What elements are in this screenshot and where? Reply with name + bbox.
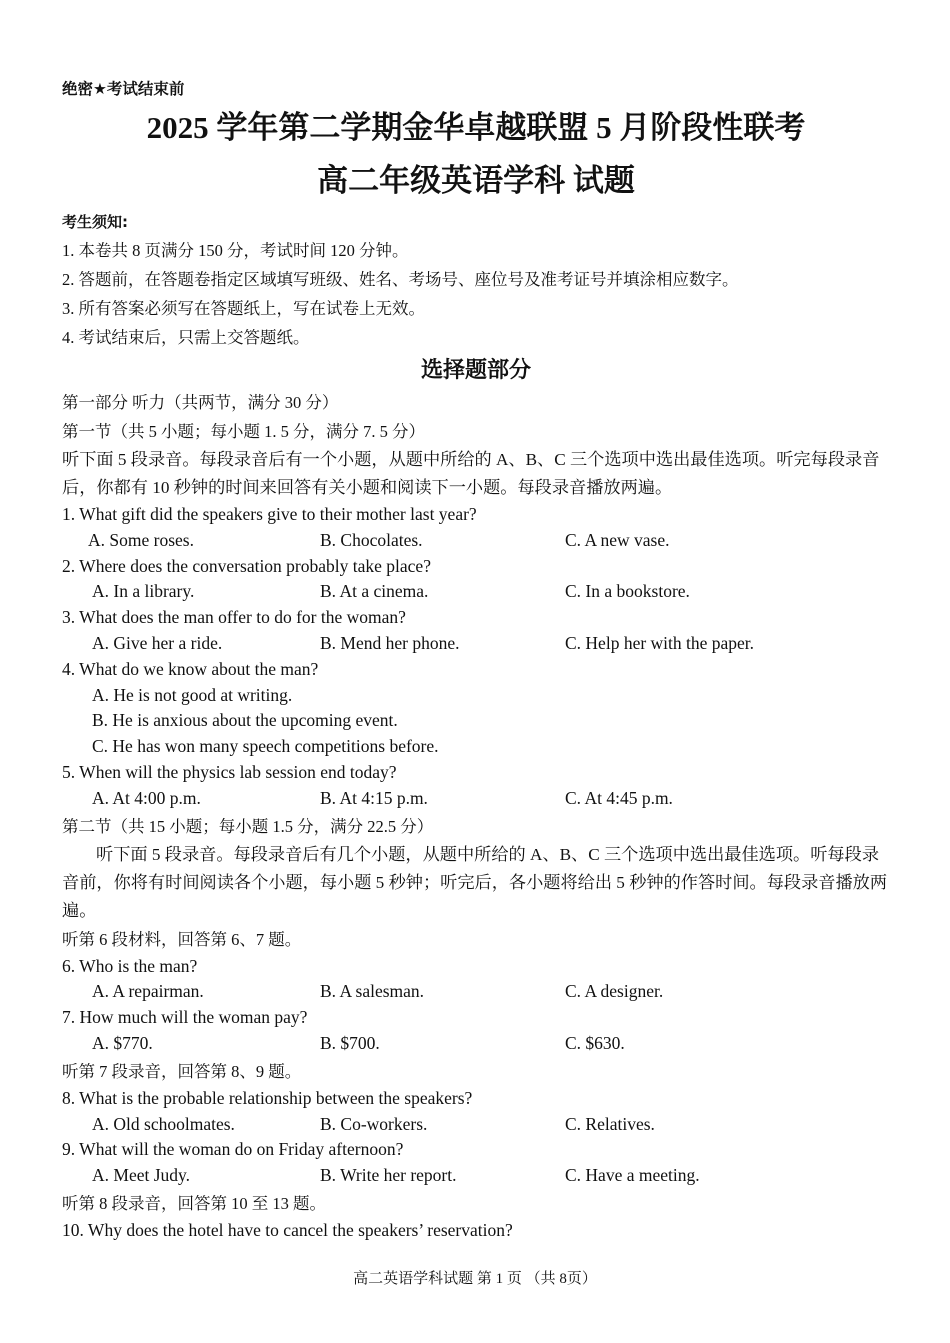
confidential-label: 绝密★考试结束前 <box>62 80 185 98</box>
material-heading: 听第 8 段录音，回答第 10 至 13 题。 <box>62 1193 326 1213</box>
question-stem: 7. How much will the woman pay? <box>62 1007 308 1028</box>
option-b: B. At a cinema. <box>320 581 429 602</box>
option-c: C. A designer. <box>565 981 664 1002</box>
option-a: A. Meet Judy. <box>92 1165 191 1186</box>
material-heading: 听第 7 段录音，回答第 8、9 题。 <box>62 1061 302 1081</box>
notice-title: 考生须知: <box>62 213 128 231</box>
exam-page <box>62 76 890 1244</box>
option-c: C. He has won many speech competitions before. <box>92 736 439 757</box>
notice-item: 1. 本卷共 8 页满分 150 分，考试时间 120 分钟。 <box>62 241 409 260</box>
option-c: C. Relatives. <box>565 1113 655 1134</box>
option-a: A. Give her a ride. <box>92 632 223 653</box>
section-title: 选择题部分 <box>420 357 531 382</box>
subsection-title: 第二节（共 15 小题；每小题 1.5 分，满分 22.5 分） <box>62 816 434 836</box>
option-b: B. Write her report. <box>320 1165 457 1186</box>
question-stem: 5. When will the physics lab session end today? <box>62 761 397 782</box>
question-options <box>62 979 890 1005</box>
option-b: B. Chocolates. <box>320 529 423 550</box>
question-stem: 9. What will the woman do on Friday afternoon? <box>62 1139 404 1160</box>
option-c: C. Help her with the paper. <box>565 632 755 653</box>
option-b: B. Mend her phone. <box>320 632 460 653</box>
question-stem: 4. What do we know about the man? <box>62 658 319 679</box>
option-a: A. $770. <box>92 1032 153 1053</box>
question-options <box>62 786 890 812</box>
option-a: A. At 4:00 p.m. <box>92 787 201 808</box>
subsection-title: 第一节（共 5 小题；每小题 1. 5 分，满分 7. 5 分） <box>62 422 425 441</box>
question-stem: 10. Why does the hotel have to cancel the speakers’ reservation? <box>62 1219 513 1240</box>
option-c: C. $630. <box>565 1032 625 1053</box>
notice-item: 4. 考试结束后，只需上交答题纸。 <box>62 328 310 347</box>
option-a: A. Old schoolmates. <box>92 1113 235 1134</box>
option-c: C. Have a meeting. <box>565 1165 700 1186</box>
question-options <box>62 1031 890 1057</box>
section-instructions: 听下面 5 段录音。每段录音后有一个小题，从题中所给的 A、B、C 三个选项中选出最佳选项。听完每段录音后，你都有 10 秒钟的时间来回答有关小题和阅读下一小题。每段录音播放两遍。 <box>62 450 880 497</box>
question-options <box>62 631 890 657</box>
question-stem: 8. What is the probable relationship between the speakers? <box>62 1087 473 1108</box>
option-a: A. A repairman. <box>92 981 204 1002</box>
exam-subtitle: 高二年级英语学科 试题 <box>317 163 635 198</box>
question-options <box>62 528 890 554</box>
option-a: A. Some roses. <box>88 529 194 550</box>
question-stem: 3. What does the man offer to do for the woman? <box>62 607 406 628</box>
option-a: A. In a library. <box>92 581 195 602</box>
notice-item: 2. 答题前，在答题卷指定区域填写班级、姓名、考场号、座位号及准考证号并填涂相应数字。 <box>62 270 739 289</box>
option-b: B. $700. <box>320 1032 380 1053</box>
question-options <box>62 1163 890 1189</box>
option-c: C. In a bookstore. <box>565 581 690 602</box>
option-c: C. At 4:45 p.m. <box>565 787 673 808</box>
option-b: B. Co-workers. <box>320 1113 428 1134</box>
option-b: B. He is anxious about the upcoming event. <box>92 710 398 731</box>
exam-title: 2025 学年第二学期金华卓越联盟 5 月阶段性联考 <box>146 110 806 145</box>
page-footer: 高二英语学科试题 第 1 页 （共 8页） <box>353 1271 597 1287</box>
question-stem: 6. Who is the man? <box>62 955 198 976</box>
option-b: B. At 4:15 p.m. <box>320 787 428 808</box>
option-b: B. A salesman. <box>320 981 425 1002</box>
question-options <box>62 579 890 605</box>
option-a: A. He is not good at writing. <box>92 684 293 705</box>
notice-item: 3. 所有答案必须写在答题纸上，写在试卷上无效。 <box>62 299 425 318</box>
question-stem: 2. Where does the conversation probably take place? <box>62 555 431 576</box>
question-options <box>62 1112 890 1138</box>
section-instructions: 听下面 5 段录音。每段录音后有几个小题，从题中所给的 A、B、C 三个选项中选出最佳选项。听每段录音前，你将有时间阅读各个小题，每小题 5 秒钟；听完后，各小题将给出 5 秒钟的作答时间。每段录音播放两遍。 <box>62 844 888 920</box>
part-title: 第一部分 听力（共两节，满分 30 分） <box>62 393 339 412</box>
option-c: C. A new vase. <box>565 529 670 550</box>
material-heading: 听第 6 段材料，回答第 6、7 题。 <box>62 929 302 949</box>
question-stem: 1. What gift did the speakers give to their mother last year? <box>62 504 477 524</box>
